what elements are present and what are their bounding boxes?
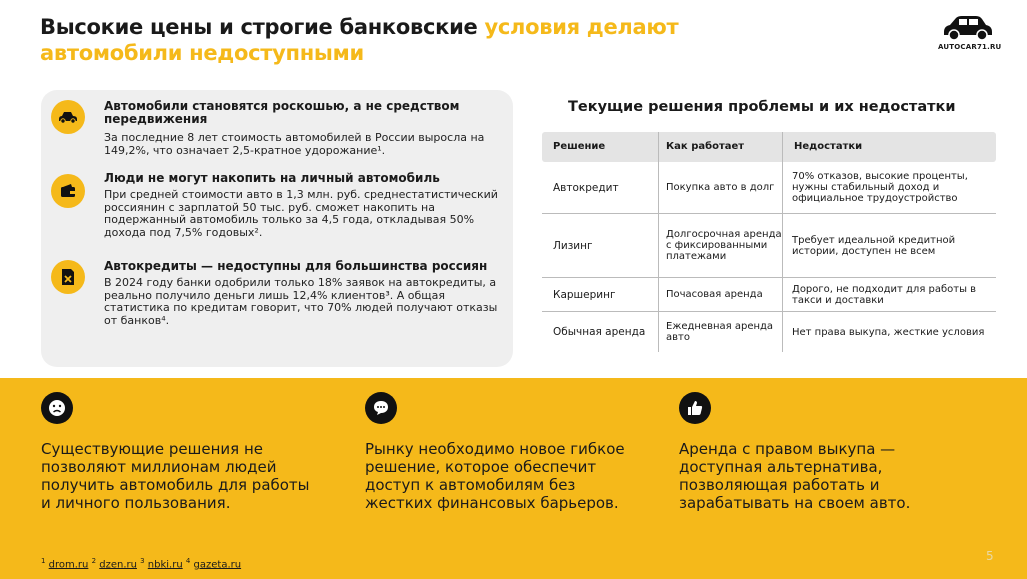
column-header: Решение [553, 141, 606, 152]
point-title: Автокредиты — недоступны для большинства россиян [104, 259, 488, 273]
point-text: В 2024 году банки одобрили только 18% заявок на автокредиты, а реально получило деньги лишь 12,4% клиентов³. А общая статистика по кредитам говорит, что 70% людей получают отказы от банков⁴. [104, 276, 498, 327]
footnote-number: 2 [91, 557, 97, 565]
column-header: Как работает [658, 132, 782, 162]
thumbs-up-icon [679, 392, 711, 424]
cell-solution: Каршеринг [553, 288, 616, 301]
cell-how: Ежедневная аренда авто [658, 312, 782, 352]
point-text: За последние 8 лет стоимость автомобилей в России выросла на 149,2%, что означает 2,5-кратное удорожание¹. [104, 131, 485, 157]
footnotes [41, 557, 241, 570]
title-main: Высокие цены и строгие банковские [40, 15, 478, 39]
page-number: 5 [986, 549, 994, 563]
table-header [542, 132, 996, 162]
logo-text: AUTOCAR71.RU [938, 43, 1002, 51]
footnote-link[interactable]: nbki.ru [147, 559, 183, 571]
cell-cons: Нет права выкупа, жесткие условия [782, 312, 996, 352]
conclusion-text: Существующие решения не позволяют миллионам людей получить автомобиль для работы и личного пользования. [41, 440, 310, 512]
conclusion-card [679, 392, 911, 512]
table-row [542, 278, 996, 312]
solutions-table [542, 132, 996, 352]
footnote-number: 4 [185, 557, 191, 565]
footnote-number: 1 [41, 557, 46, 565]
cell-solution: Лизинг [553, 239, 593, 252]
cell-cons: Дорого, не подходит для работы в такси и доставки [782, 278, 996, 311]
footnote-link[interactable]: drom.ru [48, 559, 89, 571]
car-crash-icon [51, 100, 85, 134]
conclusion-card [41, 392, 310, 512]
sad-face-icon [41, 392, 73, 424]
problems-panel [41, 90, 513, 367]
conclusion-text: Рынку необходимо новое гибкое решение, которое обеспечит доступ к автомобилям без жестких финансовых барьеров. [365, 440, 625, 512]
page-title [40, 14, 760, 66]
cell-solution: Обычная аренда [553, 326, 646, 338]
car-icon [940, 12, 996, 42]
footnote-link[interactable]: gazeta.ru [193, 559, 242, 571]
point-title: Автомобили становятся роскошью, а не средством передвижения [104, 99, 460, 126]
cell-cons: 70% отказов, высокие проценты, нужны стабильный доход и официальное трудоустройство [782, 162, 996, 213]
logo [938, 12, 1002, 51]
cell-how: Долгосрочная аренда с фиксированными платежами [658, 214, 782, 277]
cell-cons: Требует идеальной кредитной истории, доступен не всем [782, 214, 996, 277]
table-row [542, 162, 996, 214]
conclusion-card [365, 392, 625, 512]
wallet-icon [51, 174, 85, 208]
point-text: При средней стоимости авто в 1,3 млн. руб. среднестатистический россиянин с зарплатой 50 тыс. руб. сможет накопить на подержанный автомобиль только за 4,5 года, откладывая 50% дохода под 7,5% годовых². [104, 188, 498, 239]
cell-how: Покупка авто в долг [658, 162, 782, 213]
point-title: Люди не могут накопить на личный автомобиль [104, 171, 440, 185]
chat-bubble-icon [365, 392, 397, 424]
footnote-number: 3 [140, 557, 145, 565]
table-title: Текущие решения проблемы и их недостатки [568, 99, 956, 115]
footnote-link[interactable]: dzen.ru [99, 559, 137, 571]
conclusion-text: Аренда с правом выкупа — доступная альтернатива, позволяющая работать и зарабатывать на своем авто. [679, 440, 911, 512]
table-row [542, 312, 996, 352]
title-accent: условия делают автомобили недоступными [40, 15, 679, 65]
document-rejected-icon [51, 260, 85, 294]
cell-how: Почасовая аренда [658, 278, 782, 311]
cell-solution: Автокредит [553, 181, 619, 194]
column-header: Недостатки [782, 132, 996, 162]
table-row [542, 214, 996, 278]
